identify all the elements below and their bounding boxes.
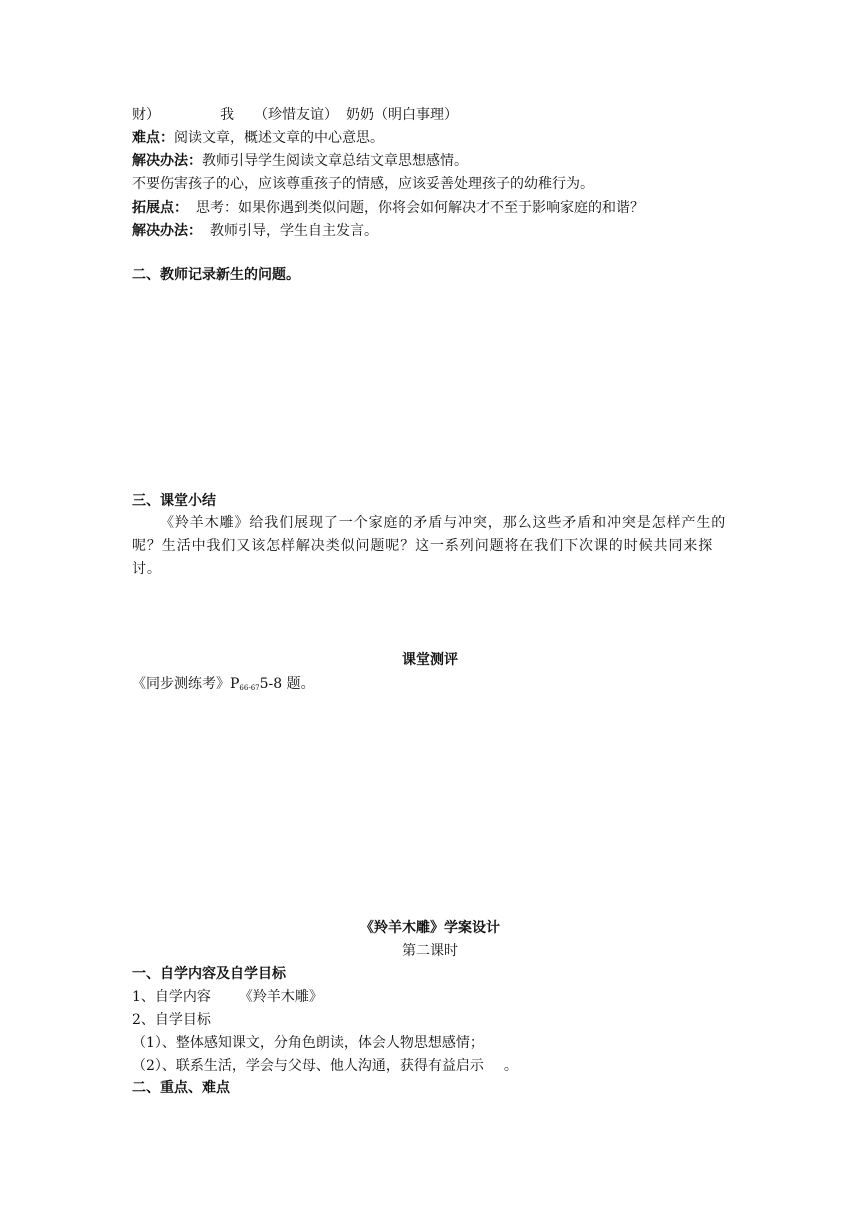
goal-2-end: 。 — [503, 1058, 518, 1074]
self-study-goals-label: 2、自学目标 — [132, 1012, 211, 1028]
design-subtitle: 第二课时 — [402, 943, 458, 959]
key-points-heading: 二、重点、难点 — [132, 1080, 230, 1096]
extension-text: 思考：如果你遇到类似问题，你将会如何解决才不至于影响家庭的和谐？ — [196, 200, 644, 216]
role-grandma: 奶奶（明白事理） — [346, 107, 458, 123]
difficulty-text: 阅读文章，概述文章的中心意思。 — [174, 130, 384, 146]
goal-item-2 — [132, 1056, 518, 1076]
section2-heading: 二、教师记录新生的问题。 — [132, 267, 300, 283]
extension-label: 拓展点： — [132, 200, 188, 216]
role-wealth: 财） — [132, 107, 160, 123]
solution2-text: 教师引导，学生自主发言。 — [210, 223, 378, 239]
goal-item-1: （1）、整体感知课文，分角色朗读，体会人物思想感情； — [132, 1035, 484, 1051]
solution2-label: 解决办法： — [132, 223, 202, 239]
solution2-line — [132, 221, 378, 241]
assessment-reference — [132, 674, 315, 698]
role-me: 我 — [220, 107, 234, 123]
design-title: 《羚羊木雕》学案设计 — [360, 920, 500, 936]
solution1-label: 解决办法： — [132, 153, 202, 169]
role-line — [132, 105, 458, 125]
solution1-line — [132, 151, 468, 171]
reference-pages: 66-67 — [239, 684, 260, 692]
note-line: 不要伤害孩子的心，应该尊重孩子的情感，应该妥善处理孩子的幼稚行为。 — [132, 176, 594, 192]
role-me-trait: （珍惜友谊） — [254, 107, 338, 123]
reference-suffix: 5-8 题。 — [259, 676, 315, 692]
extension-line — [132, 198, 644, 218]
self-study-heading: 一、自学内容及自学目标 — [132, 966, 286, 982]
self-study-content — [132, 987, 323, 1007]
summary-paragraph: 《羚羊木雕》给我们展现了一个家庭的矛盾与冲突，那么这些矛盾和冲突是怎样产生的呢？生活中我们又该怎样解决类似问题呢？这一系列问题将在我们下次课的时候共同来探讨。 — [132, 515, 727, 577]
assessment-title: 课堂测评 — [402, 652, 458, 668]
difficulty-label: 难点： — [132, 130, 174, 146]
goal-2-text: （2）、联系生活，学会与父母、他人沟通，获得有益启示 — [132, 1058, 484, 1074]
difficulty-line — [132, 128, 384, 148]
section3-heading: 三、课堂小结 — [132, 493, 216, 509]
content-value: 《羚羊木雕》 — [238, 989, 323, 1005]
content-label: 1、自学内容 — [132, 989, 211, 1005]
solution1-text: 教师引导学生阅读文章总结文章思想感情。 — [202, 153, 468, 169]
reference-prefix: 《同步测练考》P — [132, 676, 240, 692]
